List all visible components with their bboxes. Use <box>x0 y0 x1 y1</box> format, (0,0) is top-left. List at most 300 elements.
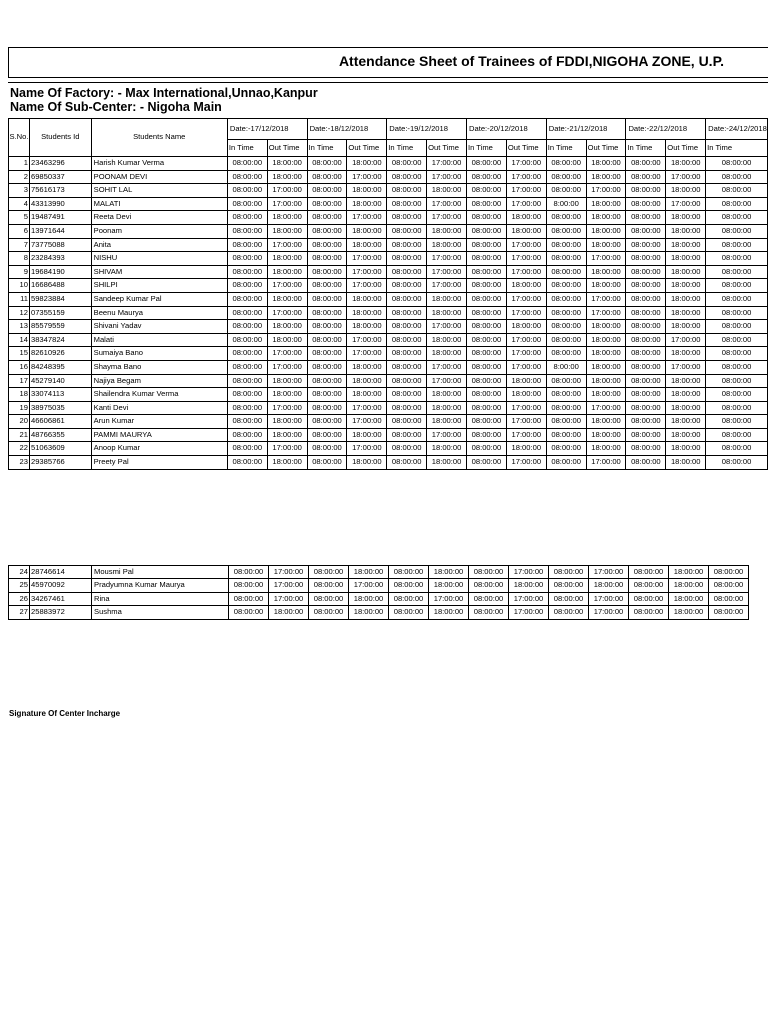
in-time-cell: 08:00:00 <box>307 415 347 429</box>
student-id-cell: 45970092 <box>30 579 92 593</box>
student-id-cell: 73775088 <box>29 238 91 252</box>
in-time-cell: 08:00:00 <box>307 197 347 211</box>
serial-number-cell: 8 <box>9 252 30 266</box>
student-name-cell: Rina <box>92 592 229 606</box>
header-in-time: In Time <box>546 140 586 157</box>
in-time-cell: 08:00:00 <box>387 333 427 347</box>
table-row <box>9 279 768 293</box>
out-time-cell: 18:00:00 <box>347 197 387 211</box>
in-time-cell: 08:00:00 <box>706 415 768 429</box>
in-time-cell: 08:00:00 <box>229 579 269 593</box>
out-time-cell: 17:00:00 <box>586 306 626 320</box>
in-time-cell: 08:00:00 <box>706 265 768 279</box>
in-time-cell: 08:00:00 <box>626 157 666 171</box>
student-name-cell: Sumaiya Bano <box>91 347 227 361</box>
out-time-cell: 18:00:00 <box>666 347 706 361</box>
serial-number-cell: 10 <box>9 279 30 293</box>
in-time-cell: 8:00:00 <box>546 360 586 374</box>
in-time-cell: 08:00:00 <box>706 347 768 361</box>
out-time-cell: 17:00:00 <box>589 592 629 606</box>
out-time-cell: 18:00:00 <box>506 442 546 456</box>
serial-number-cell: 12 <box>9 306 30 320</box>
out-time-cell: 18:00:00 <box>267 252 307 266</box>
in-time-cell: 08:00:00 <box>549 606 589 620</box>
out-time-cell: 18:00:00 <box>669 606 709 620</box>
in-time-cell: 08:00:00 <box>307 388 347 402</box>
out-time-cell: 17:00:00 <box>666 360 706 374</box>
in-time-cell: 08:00:00 <box>467 333 507 347</box>
in-time-cell: 08:00:00 <box>626 415 666 429</box>
out-time-cell: 18:00:00 <box>347 456 387 470</box>
in-time-cell: 08:00:00 <box>229 592 269 606</box>
out-time-cell: 17:00:00 <box>347 401 387 415</box>
in-time-cell: 08:00:00 <box>387 279 427 293</box>
out-time-cell: 17:00:00 <box>666 197 706 211</box>
out-time-cell: 18:00:00 <box>666 401 706 415</box>
header-date: Date:-18/12/2018 <box>307 119 387 140</box>
table-row <box>9 306 768 320</box>
in-time-cell: 08:00:00 <box>307 306 347 320</box>
out-time-cell: 18:00:00 <box>586 170 626 184</box>
in-time-cell: 08:00:00 <box>546 265 586 279</box>
serial-number-cell: 6 <box>9 224 30 238</box>
in-time-cell: 08:00:00 <box>307 347 347 361</box>
out-time-cell: 18:00:00 <box>267 428 307 442</box>
table-row <box>9 592 749 606</box>
table-row <box>9 197 768 211</box>
out-time-cell: 17:00:00 <box>267 197 307 211</box>
in-time-cell: 08:00:00 <box>307 279 347 293</box>
out-time-cell: 17:00:00 <box>506 252 546 266</box>
in-time-cell: 08:00:00 <box>546 224 586 238</box>
header-in-time: In Time <box>307 140 347 157</box>
out-time-cell: 18:00:00 <box>586 428 626 442</box>
out-time-cell: 18:00:00 <box>267 320 307 334</box>
student-id-cell: 23463296 <box>29 157 91 171</box>
out-time-cell: 18:00:00 <box>267 333 307 347</box>
serial-number-cell: 3 <box>9 184 30 198</box>
out-time-cell: 18:00:00 <box>586 197 626 211</box>
table-row <box>9 252 768 266</box>
in-time-cell: 08:00:00 <box>546 252 586 266</box>
in-time-cell: 08:00:00 <box>706 224 768 238</box>
out-time-cell: 18:00:00 <box>427 184 467 198</box>
out-time-cell: 18:00:00 <box>267 170 307 184</box>
out-time-cell: 18:00:00 <box>586 265 626 279</box>
in-time-cell: 08:00:00 <box>467 415 507 429</box>
student-id-cell: 34267461 <box>30 592 92 606</box>
out-time-cell: 18:00:00 <box>506 388 546 402</box>
in-time-cell: 08:00:00 <box>227 252 267 266</box>
out-time-cell: 17:00:00 <box>427 252 467 266</box>
out-time-cell: 18:00:00 <box>349 565 389 579</box>
serial-number-cell: 21 <box>9 428 30 442</box>
attendance-table <box>8 118 768 470</box>
out-time-cell: 18:00:00 <box>269 606 309 620</box>
in-time-cell: 08:00:00 <box>227 347 267 361</box>
in-time-cell: 08:00:00 <box>387 292 427 306</box>
serial-number-cell: 4 <box>9 197 30 211</box>
out-time-cell: 18:00:00 <box>429 579 469 593</box>
in-time-cell: 08:00:00 <box>706 238 768 252</box>
out-time-cell: 18:00:00 <box>669 565 709 579</box>
in-time-cell: 08:00:00 <box>467 224 507 238</box>
in-time-cell: 08:00:00 <box>387 238 427 252</box>
student-name-cell: Anita <box>91 238 227 252</box>
student-id-cell: 33074113 <box>29 388 91 402</box>
student-id-cell: 28746614 <box>30 565 92 579</box>
in-time-cell: 08:00:00 <box>307 238 347 252</box>
out-time-cell: 17:00:00 <box>267 279 307 293</box>
serial-number-cell: 14 <box>9 333 30 347</box>
out-time-cell: 18:00:00 <box>427 415 467 429</box>
table-row <box>9 442 768 456</box>
out-time-cell: 18:00:00 <box>349 592 389 606</box>
out-time-cell: 18:00:00 <box>347 360 387 374</box>
out-time-cell: 18:00:00 <box>666 238 706 252</box>
in-time-cell: 08:00:00 <box>546 415 586 429</box>
in-time-cell: 08:00:00 <box>709 592 749 606</box>
student-name-cell: Arun Kumar <box>91 415 227 429</box>
student-id-cell: 16686488 <box>29 279 91 293</box>
in-time-cell: 08:00:00 <box>389 592 429 606</box>
in-time-cell: 08:00:00 <box>467 401 507 415</box>
out-time-cell: 18:00:00 <box>267 415 307 429</box>
in-time-cell: 08:00:00 <box>546 320 586 334</box>
in-time-cell: 08:00:00 <box>626 456 666 470</box>
title-bar <box>8 47 768 78</box>
in-time-cell: 08:00:00 <box>629 606 669 620</box>
in-time-cell: 08:00:00 <box>467 456 507 470</box>
student-id-cell: 25883972 <box>30 606 92 620</box>
in-time-cell: 08:00:00 <box>709 606 749 620</box>
student-id-cell: 46606861 <box>29 415 91 429</box>
student-id-cell: 43313990 <box>29 197 91 211</box>
student-id-cell: 19684190 <box>29 265 91 279</box>
table-row <box>9 333 768 347</box>
student-name-cell: NISHU <box>91 252 227 266</box>
out-time-cell: 18:00:00 <box>347 320 387 334</box>
out-time-cell: 17:00:00 <box>586 292 626 306</box>
in-time-cell: 08:00:00 <box>227 279 267 293</box>
out-time-cell: 17:00:00 <box>506 306 546 320</box>
out-time-cell: 18:00:00 <box>427 292 467 306</box>
in-time-cell: 08:00:00 <box>706 170 768 184</box>
in-time-cell: 08:00:00 <box>307 252 347 266</box>
in-time-cell: 08:00:00 <box>546 374 586 388</box>
in-time-cell: 08:00:00 <box>307 320 347 334</box>
out-time-cell: 18:00:00 <box>267 292 307 306</box>
out-time-cell: 17:00:00 <box>427 197 467 211</box>
out-time-cell: 17:00:00 <box>349 579 389 593</box>
header-out-time: Out Time <box>267 140 307 157</box>
in-time-cell: 08:00:00 <box>626 170 666 184</box>
out-time-cell: 17:00:00 <box>509 592 549 606</box>
out-time-cell: 18:00:00 <box>586 347 626 361</box>
out-time-cell: 18:00:00 <box>347 238 387 252</box>
in-time-cell: 08:00:00 <box>546 428 586 442</box>
serial-number-cell: 1 <box>9 157 30 171</box>
student-name-cell: Poonam <box>91 224 227 238</box>
in-time-cell: 08:00:00 <box>706 184 768 198</box>
in-time-cell: 08:00:00 <box>467 279 507 293</box>
out-time-cell: 17:00:00 <box>427 320 467 334</box>
student-name-cell: Malati <box>91 333 227 347</box>
student-name-cell: Harish Kumar Verma <box>91 157 227 171</box>
in-time-cell: 08:00:00 <box>227 415 267 429</box>
header-in-time: In Time <box>467 140 507 157</box>
student-name-cell: SHILPI <box>91 279 227 293</box>
in-time-cell: 08:00:00 <box>387 157 427 171</box>
in-time-cell: 08:00:00 <box>706 157 768 171</box>
student-id-cell: 85579559 <box>29 320 91 334</box>
out-time-cell: 18:00:00 <box>669 592 709 606</box>
header-student-name: Students Name <box>91 119 227 157</box>
student-name-cell: POONAM DEVI <box>91 170 227 184</box>
student-id-cell: 07355159 <box>29 306 91 320</box>
in-time-cell: 08:00:00 <box>626 265 666 279</box>
in-time-cell: 08:00:00 <box>626 320 666 334</box>
in-time-cell: 08:00:00 <box>546 157 586 171</box>
out-time-cell: 18:00:00 <box>586 238 626 252</box>
out-time-cell: 18:00:00 <box>506 279 546 293</box>
in-time-cell: 08:00:00 <box>706 279 768 293</box>
out-time-cell: 17:00:00 <box>427 428 467 442</box>
out-time-cell: 17:00:00 <box>427 211 467 225</box>
table-row <box>9 565 749 579</box>
out-time-cell: 18:00:00 <box>586 320 626 334</box>
header-out-time: Out Time <box>666 140 706 157</box>
table-row <box>9 347 768 361</box>
out-time-cell: 18:00:00 <box>347 292 387 306</box>
serial-number-cell: 24 <box>9 565 30 579</box>
in-time-cell: 08:00:00 <box>387 211 427 225</box>
serial-number-cell: 2 <box>9 170 30 184</box>
out-time-cell: 18:00:00 <box>427 388 467 402</box>
out-time-cell: 17:00:00 <box>589 565 629 579</box>
in-time-cell: 08:00:00 <box>307 442 347 456</box>
in-time-cell: 08:00:00 <box>626 374 666 388</box>
student-id-cell: 19487491 <box>29 211 91 225</box>
student-id-cell: 84248395 <box>29 360 91 374</box>
out-time-cell: 18:00:00 <box>347 374 387 388</box>
in-time-cell: 08:00:00 <box>467 252 507 266</box>
out-time-cell: 18:00:00 <box>347 306 387 320</box>
in-time-cell: 08:00:00 <box>467 170 507 184</box>
student-name-cell: Kanti Devi <box>91 401 227 415</box>
in-time-cell: 08:00:00 <box>709 579 749 593</box>
in-time-cell: 08:00:00 <box>706 442 768 456</box>
header-in-time: In Time <box>227 140 267 157</box>
in-time-cell: 08:00:00 <box>467 184 507 198</box>
student-name-cell: Shayma Bano <box>91 360 227 374</box>
out-time-cell: 17:00:00 <box>506 238 546 252</box>
in-time-cell: 08:00:00 <box>307 428 347 442</box>
in-time-cell: 08:00:00 <box>309 565 349 579</box>
serial-number-cell: 7 <box>9 238 30 252</box>
serial-number-cell: 20 <box>9 415 30 429</box>
in-time-cell: 08:00:00 <box>387 224 427 238</box>
out-time-cell: 18:00:00 <box>347 224 387 238</box>
out-time-cell: 17:00:00 <box>267 238 307 252</box>
student-name-cell: SOHIT LAL <box>91 184 227 198</box>
in-time-cell: 08:00:00 <box>387 252 427 266</box>
table-row <box>9 374 768 388</box>
serial-number-cell: 17 <box>9 374 30 388</box>
out-time-cell: 17:00:00 <box>347 170 387 184</box>
out-time-cell: 18:00:00 <box>506 211 546 225</box>
in-time-cell: 08:00:00 <box>706 388 768 402</box>
out-time-cell: 17:00:00 <box>267 347 307 361</box>
out-time-cell: 17:00:00 <box>506 157 546 171</box>
out-time-cell: 17:00:00 <box>586 184 626 198</box>
in-time-cell: 08:00:00 <box>389 565 429 579</box>
in-time-cell: 08:00:00 <box>227 401 267 415</box>
in-time-cell: 08:00:00 <box>549 565 589 579</box>
in-time-cell: 08:00:00 <box>227 374 267 388</box>
in-time-cell: 08:00:00 <box>546 184 586 198</box>
out-time-cell: 17:00:00 <box>506 184 546 198</box>
in-time-cell: 08:00:00 <box>307 401 347 415</box>
student-name-cell: Anoop Kumar <box>91 442 227 456</box>
out-time-cell: 18:00:00 <box>427 347 467 361</box>
out-time-cell: 17:00:00 <box>427 360 467 374</box>
out-time-cell: 17:00:00 <box>586 401 626 415</box>
out-time-cell: 18:00:00 <box>666 184 706 198</box>
in-time-cell: 08:00:00 <box>467 374 507 388</box>
table-row <box>9 320 768 334</box>
student-id-cell: 38347824 <box>29 333 91 347</box>
table-row <box>9 224 768 238</box>
in-time-cell: 08:00:00 <box>546 442 586 456</box>
out-time-cell: 17:00:00 <box>506 360 546 374</box>
in-time-cell: 08:00:00 <box>467 428 507 442</box>
in-time-cell: 08:00:00 <box>387 265 427 279</box>
out-time-cell: 17:00:00 <box>666 170 706 184</box>
in-time-cell: 08:00:00 <box>307 157 347 171</box>
attendance-rows-continued <box>9 565 749 619</box>
table-row <box>9 170 768 184</box>
serial-number-cell: 15 <box>9 347 30 361</box>
in-time-cell: 08:00:00 <box>387 401 427 415</box>
out-time-cell: 17:00:00 <box>347 442 387 456</box>
header-date: Date:-24/12/2018 <box>706 119 768 140</box>
in-time-cell: 08:00:00 <box>706 320 768 334</box>
in-time-cell: 08:00:00 <box>229 565 269 579</box>
out-time-cell: 17:00:00 <box>506 197 546 211</box>
in-time-cell: 08:00:00 <box>387 347 427 361</box>
out-time-cell: 18:00:00 <box>586 157 626 171</box>
student-name-cell: Sandeep Kumar Pal <box>91 292 227 306</box>
in-time-cell: 08:00:00 <box>227 292 267 306</box>
table-row <box>9 401 768 415</box>
in-time-cell: 08:00:00 <box>467 306 507 320</box>
out-time-cell: 17:00:00 <box>347 333 387 347</box>
student-id-cell: 38975035 <box>29 401 91 415</box>
out-time-cell: 18:00:00 <box>666 292 706 306</box>
student-name-cell: SHIVAM <box>91 265 227 279</box>
in-time-cell: 08:00:00 <box>467 320 507 334</box>
table-row <box>9 265 768 279</box>
in-time-cell: 08:00:00 <box>227 388 267 402</box>
out-time-cell: 17:00:00 <box>347 211 387 225</box>
out-time-cell: 18:00:00 <box>666 388 706 402</box>
serial-number-cell: 18 <box>9 388 30 402</box>
in-time-cell: 08:00:00 <box>626 197 666 211</box>
in-time-cell: 08:00:00 <box>387 320 427 334</box>
in-time-cell: 08:00:00 <box>626 306 666 320</box>
in-time-cell: 08:00:00 <box>387 197 427 211</box>
out-time-cell: 17:00:00 <box>509 606 549 620</box>
out-time-cell: 18:00:00 <box>267 224 307 238</box>
out-time-cell: 18:00:00 <box>506 224 546 238</box>
in-time-cell: 08:00:00 <box>309 579 349 593</box>
in-time-cell: 08:00:00 <box>549 579 589 593</box>
out-time-cell: 17:00:00 <box>506 265 546 279</box>
in-time-cell: 08:00:00 <box>626 401 666 415</box>
table-row <box>9 579 749 593</box>
out-time-cell: 18:00:00 <box>666 279 706 293</box>
header-out-time: Out Time <box>506 140 546 157</box>
header-in-time: In Time <box>626 140 666 157</box>
out-time-cell: 18:00:00 <box>267 456 307 470</box>
in-time-cell: 08:00:00 <box>227 170 267 184</box>
out-time-cell: 18:00:00 <box>427 401 467 415</box>
out-time-cell: 17:00:00 <box>269 565 309 579</box>
signature-label: Signature Of Center Incharge <box>9 709 121 718</box>
out-time-cell: 17:00:00 <box>347 279 387 293</box>
in-time-cell: 08:00:00 <box>467 157 507 171</box>
out-time-cell: 17:00:00 <box>427 170 467 184</box>
student-name-cell: Najiya Begam <box>91 374 227 388</box>
in-time-cell: 08:00:00 <box>706 252 768 266</box>
in-time-cell: 08:00:00 <box>626 252 666 266</box>
out-time-cell: 17:00:00 <box>427 157 467 171</box>
in-time-cell: 08:00:00 <box>227 360 267 374</box>
in-time-cell: 08:00:00 <box>229 606 269 620</box>
out-time-cell: 17:00:00 <box>427 265 467 279</box>
out-time-cell: 18:00:00 <box>427 456 467 470</box>
in-time-cell: 08:00:00 <box>387 428 427 442</box>
student-id-cell: 29385766 <box>29 456 91 470</box>
out-time-cell: 18:00:00 <box>267 265 307 279</box>
out-time-cell: 17:00:00 <box>347 347 387 361</box>
in-time-cell: 08:00:00 <box>387 184 427 198</box>
in-time-cell: 08:00:00 <box>626 211 666 225</box>
in-time-cell: 08:00:00 <box>706 428 768 442</box>
out-time-cell: 18:00:00 <box>427 224 467 238</box>
header-date: Date:-19/12/2018 <box>387 119 467 140</box>
out-time-cell: 17:00:00 <box>506 428 546 442</box>
out-time-cell: 18:00:00 <box>666 428 706 442</box>
serial-number-cell: 23 <box>9 456 30 470</box>
in-time-cell: 08:00:00 <box>227 442 267 456</box>
in-time-cell: 08:00:00 <box>546 347 586 361</box>
table-row <box>9 157 768 171</box>
in-time-cell: 08:00:00 <box>467 442 507 456</box>
in-time-cell: 08:00:00 <box>626 238 666 252</box>
student-name-cell: Preety Pal <box>91 456 227 470</box>
out-time-cell: 18:00:00 <box>349 606 389 620</box>
in-time-cell: 08:00:00 <box>387 374 427 388</box>
in-time-cell: 08:00:00 <box>626 388 666 402</box>
out-time-cell: 17:00:00 <box>347 252 387 266</box>
in-time-cell: 08:00:00 <box>387 442 427 456</box>
in-time-cell: 08:00:00 <box>389 606 429 620</box>
student-name-cell: Shailendra Kumar Verma <box>91 388 227 402</box>
table-row <box>9 184 768 198</box>
out-time-cell: 18:00:00 <box>506 374 546 388</box>
